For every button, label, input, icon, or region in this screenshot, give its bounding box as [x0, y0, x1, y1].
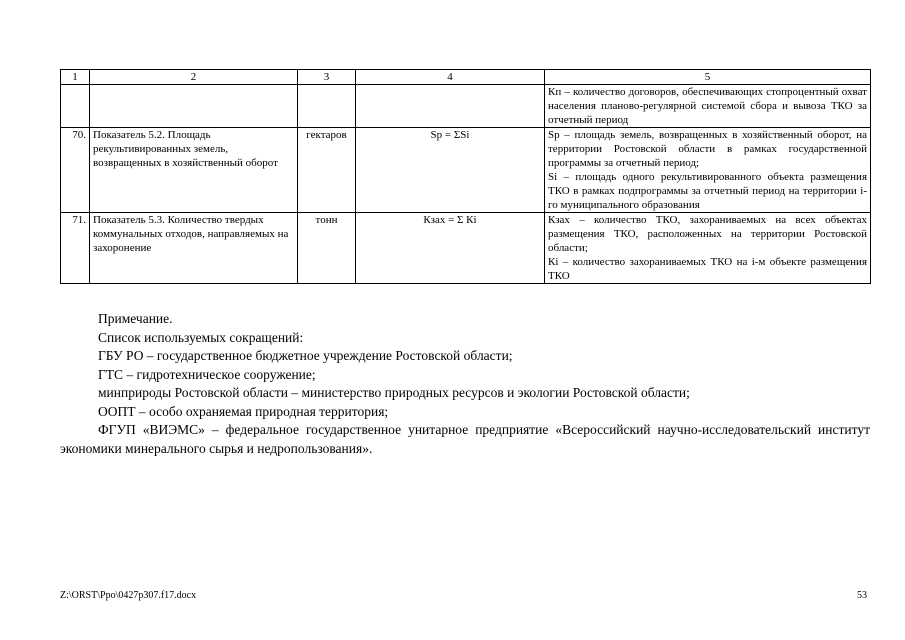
row-number: 71.	[61, 213, 90, 284]
abbreviation-item: минприроды Ростовской области – министерство природных ресурсов и экологии Ростовской области;	[98, 385, 690, 400]
abbreviations-intro: Список используемых сокращений:	[98, 329, 304, 345]
column-number-3: 3	[298, 70, 356, 85]
document-file-path: Z:\ORST\Ppo\0427p307.f17.docx	[60, 590, 197, 601]
table-row	[61, 128, 871, 213]
abbreviation-item: ООПТ – особо охраняемая природная территория;	[98, 403, 389, 419]
description-line: Si – площадь одного рекультивированного объекта размещения ТКО в рамках подпрограммы за отчетный период на территории i-го муниципального образования	[548, 171, 867, 211]
column-number-5: 5	[545, 70, 871, 85]
table-header-row	[61, 70, 871, 85]
notes-title: Примечание.	[98, 311, 173, 326]
abbreviation-item: ФГУП «ВИЭМС» – федеральное государственное унитарное предприятие «Всероссийский научно-исследовательский институт экономики минерального сырья и недропользования».	[60, 422, 870, 456]
unit-of-measure: гектаров	[298, 128, 356, 213]
abbreviation-item: ГТС – гидротехническое сооружение;	[98, 366, 316, 382]
description-line: Кзах – количество ТКО, захораниваемых на всех объектах размещения ТКО, расположенных на территории Ростовской области;	[548, 214, 867, 254]
indicators-table	[60, 69, 871, 284]
column-number-1: 1	[61, 70, 90, 85]
row-number: 70.	[61, 128, 90, 213]
formula: Кзах = Σ Кi	[356, 213, 545, 284]
column-number-4: 4	[356, 70, 545, 85]
formula-description	[545, 213, 871, 284]
unit-of-measure: тонн	[298, 213, 356, 284]
description-line: Кi – количество захораниваемых ТКО на i-м объекте размещения ТКО	[548, 256, 867, 282]
abbreviation-item: ГБУ РО – государственное бюджетное учреждение Ростовской области;	[98, 348, 513, 363]
column-number-2: 2	[90, 70, 298, 85]
page-number: 53	[857, 590, 867, 601]
indicator-name: Показатель 5.3. Количество твердых коммунальных отходов, направляемых на захоронение	[90, 213, 298, 284]
formula-description	[545, 128, 871, 213]
notes-section	[60, 310, 870, 458]
indicator-name: Показатель 5.2. Площадь рекультивированных земель, возвращенных в хозяйственный оборот	[90, 128, 298, 213]
continued-description: Кп – количество договоров, обеспечивающих стопроцентный охват населения планово-регулярной системой сбора и вывоза ТКО за отчетный период	[545, 85, 871, 128]
table-row	[61, 85, 871, 128]
formula: Sр = ΣSi	[356, 128, 545, 213]
description-line: Sр – площадь земель, возвращенных в хозяйственный оборот, на территории Ростовской области в рамках государственной программы за отчетный период;	[548, 129, 867, 169]
table-row	[61, 213, 871, 284]
